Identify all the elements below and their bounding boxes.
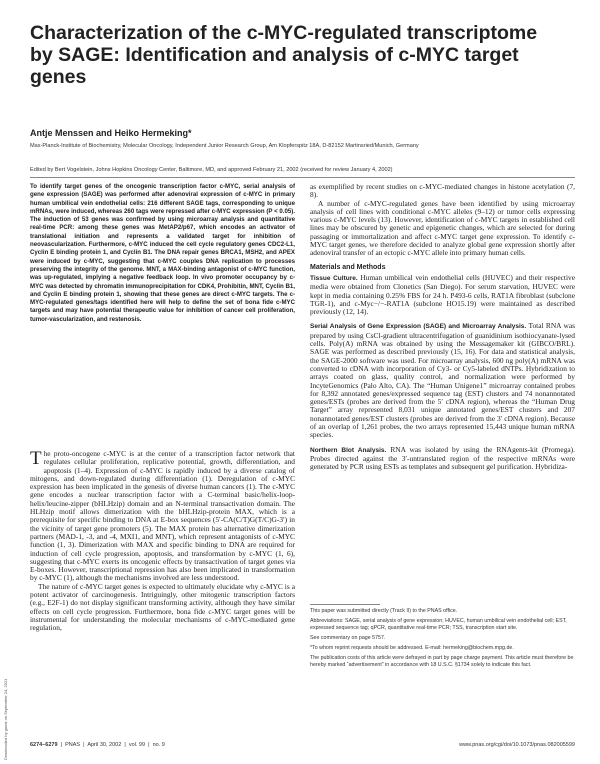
issue-date: April 30, 2002 <box>87 742 122 748</box>
sage-paragraph: Serial Analysis of Gene Expression (SAGE) and Microarray Analysis. Total RNA was prepared by using CsCl-gradient ultracentrifugation of guanidinium isothiocyanate-lysed cells. Poly(A) mRNA was obtained by using the Messagemaker kit (GIBCO/BRL). SAGE was performed as described previously (15, 16). For data and statistical analysis, the SAGE-2000 software was used. For microarray analysis, 600 ng poly(A) mRNA was converted to cDNA with incorporation of Cy3- or Cy5-labeled dNTPs. Hybridization to arrays coated on glass, quality control, and normalization were performed by IncyteGenomics (Palo Alto, CA). The “Human Unigene1” microarray contained probes for 8,392 annotated genes/expressed sequence tag (EST) clusters and 74 nonannotated genes/ESTs (probes are derived from the 5′ cDNA region), whereas the “Human Drug Target” array represented 8,031 unique annotated genes/EST clusters and 207 nonannotated genes/EST clusters (probes are derived from the 3′ cDNA region). Because of an overlap of 1,261 probes, the two arrays represented 15,443 unique human mRNA species. <box>310 321 575 440</box>
methods-heading: Materials and Methods <box>310 263 386 271</box>
footnotes <box>310 608 575 672</box>
runin-heading: Northern Blot Analysis. <box>310 446 387 454</box>
footnote-rule <box>310 604 380 605</box>
journal-name: PNAS <box>65 742 81 748</box>
author-list: Antje Menssen and Heiko Hermeking* <box>30 128 192 138</box>
body-paragraph-1: as exemplified by recent studies on c-MYC-mediated changes in histone acetylation (7, 8). <box>310 183 575 200</box>
doi-link[interactable]: www.pnas.org/cgi/doi/10.1073/pnas.082005599 <box>459 742 575 748</box>
tissue-culture-paragraph: Tissue Culture. Human umbilical vein endothelial cells (HUVEC) and their respective media were obtained from Clonetics (San Diego). For serum starvation, HUVEC were kept in media containing 0.25% FBS for 24 h. P493-6 cells, RAT1A fibroblast (subclone TGR-1), and c-Myc−/−-RAT1A (subclone HO15.19) were maintained as described previously (12, 14). <box>310 272 575 317</box>
volume: vol. 99 <box>128 742 146 748</box>
footnote: *To whom reprint requests should be addressed. E-mail: hermeking@biochem.mpg.de. <box>310 645 514 651</box>
body-paragraph-2: A number of c-MYC-regulated genes have been identified by using microarray analysis of cell lines with conditional c-MYC alleles (9–12) or tumor cells expressing various c-MYC levels (13). However, identification of c-MYC targets in established cell lines may be obscured by genetic and epigenetic changes, which are selected for during passaging or immortalization and affect c-MYC target gene expression. To identify c-MYC target genes, we therefore decided to analyze global gene expression shortly after adenoviral transfer of an ectopic c-MYC allele into primary human cells. <box>310 198 575 258</box>
northern-blot-paragraph: Northern Blot Analysis. RNA was isolated by using the RNAgents-kit (Promega). Probes directed against the 3′-untranslated region of the respective mRNAs were generated by PCR using ESTs as templates and subsequent gel purification. Hybridiza- <box>310 444 575 472</box>
article-title: Characterization of the c-MYC-regulated transcriptome by SAGE: Identification and analysis of c-MYC target genes <box>30 22 538 88</box>
footnote: See commentary on page 5757. <box>310 635 386 641</box>
abstract: To identify target genes of the oncogenic transcription factor c-MYC, serial analysis of gene expression (SAGE) was performed after adenoviral expression of c-MYC in primary human umbilical vein endothelial cells: 216 different SAGE tags, corresponding to unique mRNAs, were induced, whereas 260 tags were repressed after c-MYC expression (P < 0.05). The induction of 53 genes was confirmed by using microarray analysis and quantitative real-time PCR: among these genes was MetAP2/p67, which encodes an activator of translational initiation and represents a validated target for inhibition of neovascularization. Furthermore, c-MYC induced the cell cycle regulatory genes CDC2-L1, Cyclin E binding protein 1, and Cyclin B1. The DNA repair genes BRCA1, MSH2, and APEX were induced by c-MYC, suggesting that c-MYC couples DNA replication to processes preserving the integrity of the genome. MNT, a MAX-binding antagonist of c-MYC function, was up-regulated, implying a negative feedback loop. In vivo promoter occupancy by c-MYC was detected by chromatin immunoprecipitation for CDK4, Prohibitin, MNT, Cyclin B1, and Cyclin E binding protein 1, showing that these genes are direct c-MYC targets. The c-MYC-regulated genes/tags identified here will help to define the set of bona fide c-MYC targets and may have potential therapeutic value for inhibition of cancer cell proliferation, tumor-vascularization, and restenosis. <box>30 183 295 323</box>
page-footer-left: 6274–6279 | PNAS | April 30, 2002 | vol. 99 | no. 9 <box>30 742 165 748</box>
intro-paragraph-2: The nature of c-MYC target genes is expected to ultimately elucidate why c-MYC is a potent activator of carcinogenesis. Intriguingly, other mitogenic transcription factors (e.g., E2F-1) do not display significant transforming activity, although they have similar effects on cell cycle progression. Furthermore, bona fide c-MYC target genes will be instrumental for understanding the molecular mechanisms of c-MYC-mediated gene regulation, <box>30 581 295 633</box>
runin-heading: Serial Analysis of Gene Expression (SAGE) and Microarray Analysis. <box>310 323 527 331</box>
runin-heading: Tissue Culture. <box>310 274 358 282</box>
footnote: This paper was submitted directly (Track II) to the PNAS office. <box>310 608 458 614</box>
side-download-note: Downloaded by guest on September 24, 2021 <box>3 678 8 760</box>
page-range: 6274–6279 <box>30 742 58 748</box>
footnote: Abbreviations: SAGE, serial analysis of gene expression; HUVEC, human umbilical vein endothelial cell; EST, expressed sequence tag; qPCR, quantitative real-time PCR; TSS, transcription start site. <box>310 618 567 631</box>
right-column <box>310 183 575 599</box>
intro-column <box>30 450 295 730</box>
issue: no. 9 <box>152 742 165 748</box>
drop-cap: T <box>30 450 42 469</box>
footnote: The publication costs of this article were defrayed in part by page charge payment. This article must therefore be hereby marked “advertisement” in accordance with 18 U.S.C. §1734 solely to indicate this fact. <box>310 655 574 668</box>
intro-paragraph-1: The proto-oncogene c-MYC is at the center of a transcription factor network that regulates cellular proliferation, replicative potential, growth, differentiation, and apoptosis (1–4). Expression of c-MYC is rapidly induced by a diverse catalog of mitogens, and down-regulated during differentiation (1). Deregulation of c-MYC expression has been implicated in the genesis of diverse human cancers (1). The c-MYC gene encodes a nuclear transcription factor with a C-terminal basic/helix-loop-helix/leucine-zipper (bHLHzip) domain and an N-terminal transactivation domain. The HLHzip motif allows dimerization with the bHLHzip-protein MAX, which is a prerequisite for specific binding to DNA at E-box sequences (5′-CA(C/T)G(T/C)G-3′) in the vicinity of target gene promoters (5). The MAX protein has alternative dimerization partners (MAD-1, -3, and -4, MXI1, and MNT), which represent antagonists of c-MYC function (1, 3). Dimerization with MAX and specific binding to DNA are required for induction of cell cycle progression, apoptosis, and transformation by c-MYC (1, 6), suggesting that c-MYC exerts its oncogenic effects by transactivation of target genes via E-boxes. However, transcriptional repression has also been implicated in transformation by c-MYC (1), although the mechanisms involved are less understood. <box>30 450 295 583</box>
affiliation: Max-Planck-Institute of Biochemistry, Molecular Oncology, Independent Junior Research Group, Am Klopferspitz 18A, D-82152 Martinsried/Munich, Germany <box>30 143 419 149</box>
editor-note: Edited by Bert Vogelstein, Johns Hopkins Oncology Center, Baltimore, MD, and approved February 21, 2002 (received for review January 4, 2002) <box>30 167 393 173</box>
header-rule <box>30 177 575 178</box>
